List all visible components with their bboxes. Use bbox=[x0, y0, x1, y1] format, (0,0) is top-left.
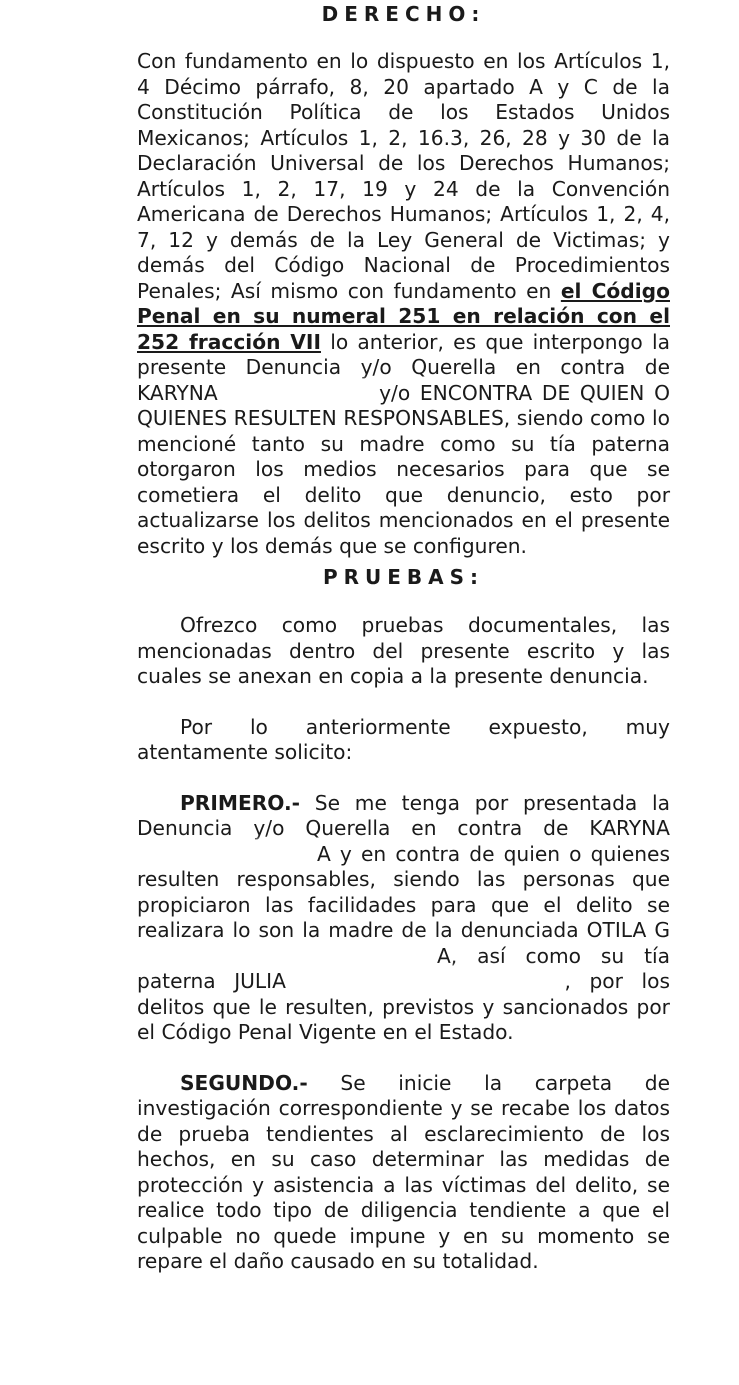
derecho-text-a: Con fundamento en lo dispuesto en los Artículos 1, 4 Décimo párrafo, 8, 20 apartado A y C de la Constitución Política de los Estados Unidos Mexicanos; Artículos 1, 2, 16.3, 26, 28 y 30 de la Declaración Universal de los Derechos Humanos; Artículos 1, 2, 17, 19 y 24 de la Convención Americana de Derechos Humanos; Artículos 1, 2, 4, 7, 12 y demás de la Ley General de Victimas; y demás del Código Nacional de Procedimientos Penales; Así mismo con fundamento en bbox=[137, 49, 670, 303]
derecho-text-c: y/o ENCONTRA DE QUIEN O QUIENES RESULTEN RESPONSABLES, siendo como lo mencioné tanto su madre como su tía paterna otorgaron los medios necesarios para que se cometiera el delito que denuncio, esto por actualizarse los delitos mencionados en el presente escrito y los demás que se configuren. bbox=[137, 380, 670, 558]
primero-text-d: , por los delitos que le resulten, previstos y sancionados por el Código Penal Vigente en el Estado. bbox=[137, 969, 670, 1044]
pruebas-heading: PRUEBAS: bbox=[322, 565, 485, 589]
solicito-paragraph: Por lo anteriormente expuesto, muy atentamente solicito: bbox=[137, 714, 670, 764]
document-page bbox=[137, 0, 670, 1275]
redacted-name-2 bbox=[137, 844, 317, 864]
segundo-label: SEGUNDO.- bbox=[180, 1070, 308, 1095]
primero-label: PRIMERO.- bbox=[180, 790, 301, 815]
redacted-name-4 bbox=[305, 971, 565, 991]
primero-text-c: A, así como su tía paterna JULIA bbox=[137, 943, 670, 993]
redacted-name-3 bbox=[137, 946, 437, 966]
codigo-penal-reference: el Código Penal en su numeral 251 en relación con el 252 fracción VII bbox=[137, 278, 670, 354]
primero-paragraph bbox=[137, 791, 670, 1046]
pruebas-paragraph: Ofrezco como pruebas documentales, las mencionadas dentro del presente escrito y las cuales se anexan en copia a la presente denuncia. bbox=[137, 613, 670, 688]
primero-text-b: A y en contra de quien o quienes resulten responsables, siendo las personas que propiciaron las facilidades para que el delito se realizara lo son la madre de la denunciada OTILA G bbox=[137, 841, 670, 942]
derecho-text-b: lo anterior, es que interpongo la presente Denuncia y/o Querella en contra de KARYNA bbox=[137, 329, 670, 405]
redacted-name-1 bbox=[227, 383, 369, 403]
derecho-paragraph bbox=[137, 49, 670, 559]
primero-text-a: Se me tenga por presentada la Denuncia y/o Querella en contra de KARYNA bbox=[137, 790, 670, 840]
segundo-paragraph bbox=[137, 1071, 670, 1275]
derecho-heading: DERECHO: bbox=[321, 2, 486, 26]
segundo-text: Se inicie la carpeta de investigación correspondiente y se recabe los datos de prueba tendientes al esclarecimiento de los hechos, en su caso determinar las medidas de protección y asistencia a las víctimas del delito, se realice todo tipo de diligencia tendiente a que el culpable no quede impune y en su momento se repare el daño causado en su totalidad. bbox=[137, 1070, 670, 1273]
